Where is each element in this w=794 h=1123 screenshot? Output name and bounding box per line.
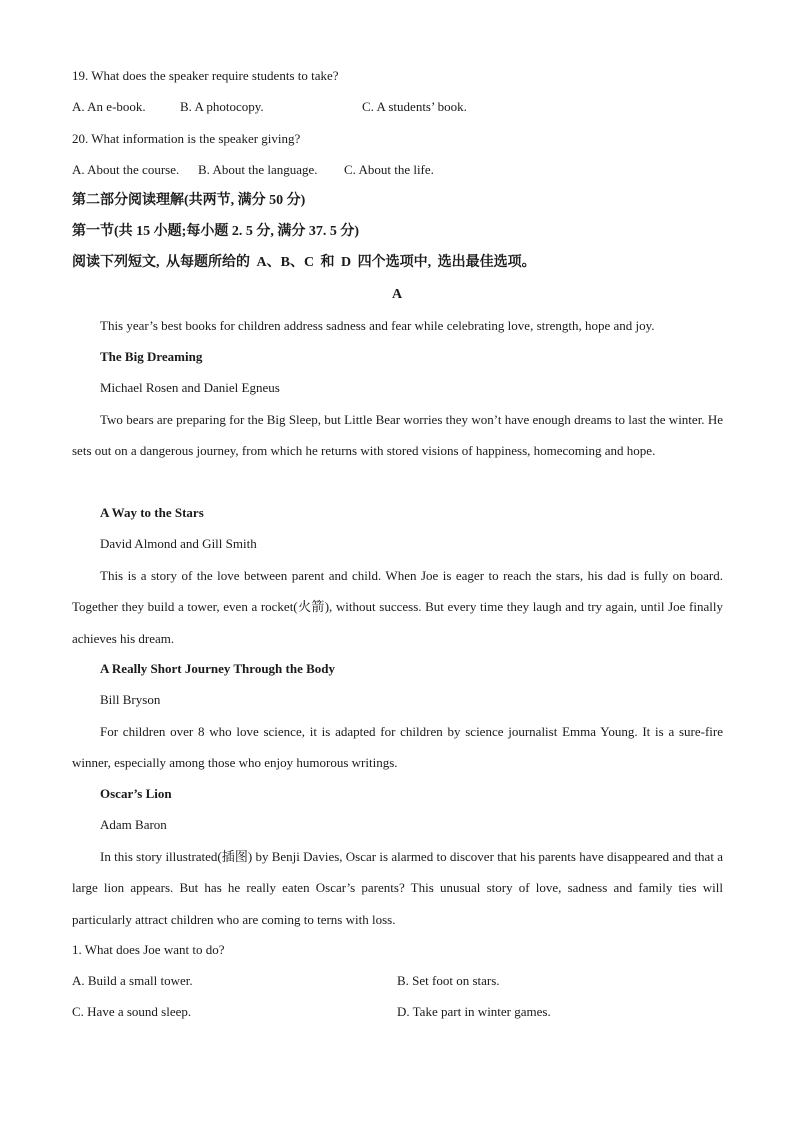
q1-option-a: A. Build a small tower. <box>72 973 193 988</box>
section-title: 第一节(共 15 小题;每小题 2. 5 分, 满分 37. 5 分) <box>72 224 359 239</box>
book-title: A Way to the Stars <box>100 505 204 520</box>
book-authors: David Almond and Gill Smith <box>100 536 257 551</box>
book-authors: Michael Rosen and Daniel Egneus <box>100 380 280 395</box>
book-description: This is a story of the love between parent and child. When Joe is eager to reach the stars, his dad is fully on board. Together they build a tower, even a rocket(火箭), without success. But every time they laugh and try again, until Joe finally achieves his dream. <box>72 568 723 646</box>
book-title: A Really Short Journey Through the Body <box>100 661 336 676</box>
q1-option-b: B. Set foot on stars. <box>397 973 500 988</box>
q20-option-a: A. About the course. <box>72 162 180 177</box>
question-1: 1. What does Joe want to do? <box>72 942 225 957</box>
book-description: In this story illustrated(插图) by Benji Davies, Oscar is alarmed to discover that his parents have disappeared and that a large lion appears. But has he really eaten Oscar’s parents? This unusual story of love, sadness and family ties will particularly attract children who are coming to terns with loss. <box>72 849 723 927</box>
q19-option-a: A. An e-book. <box>72 99 146 114</box>
passage-intro: This year’s best books for children address sadness and fear while celebrating love, strength, hope and joy. <box>100 318 655 333</box>
q19-option-c: C. A students’ book. <box>362 99 467 114</box>
book-authors: Adam Baron <box>100 817 167 832</box>
book-title: The Big Dreaming <box>100 349 203 364</box>
book-description: Two bears are preparing for the Big Sleep, but Little Bear worries they won’t have enough dreams to last the winter. He sets out on a dangerous journey, from which he returns with stored visions of happiness, homecoming and hope. <box>72 412 723 459</box>
q1-option-d: D. Take part in winter games. <box>397 1004 551 1019</box>
q1-option-c: C. Have a sound sleep. <box>72 1004 192 1019</box>
book-description: For children over 8 who love science, it is adapted for children by science journalist Emma Young. It is a sure-fire winner, especially among those who enjoy humorous writings. <box>72 724 723 771</box>
instructions: 阅读下列短文, 从每题所给的 A、B、C 和 D 四个选项中, 选出最佳选项。 <box>72 255 536 270</box>
book-authors: Bill Bryson <box>100 692 161 707</box>
passage-label: A <box>391 287 403 302</box>
part-title: 第二部分阅读理解(共两节, 满分 50 分) <box>72 193 306 208</box>
q19-option-b: B. A photocopy. <box>180 99 264 114</box>
q20-option-b: B. About the language. <box>198 162 318 177</box>
question-20: 20. What information is the speaker giving? <box>72 131 301 146</box>
q20-option-c: C. About the life. <box>344 162 434 177</box>
book-title: Oscar’s Lion <box>100 786 172 801</box>
question-19: 19. What does the speaker require students to take? <box>72 68 339 83</box>
